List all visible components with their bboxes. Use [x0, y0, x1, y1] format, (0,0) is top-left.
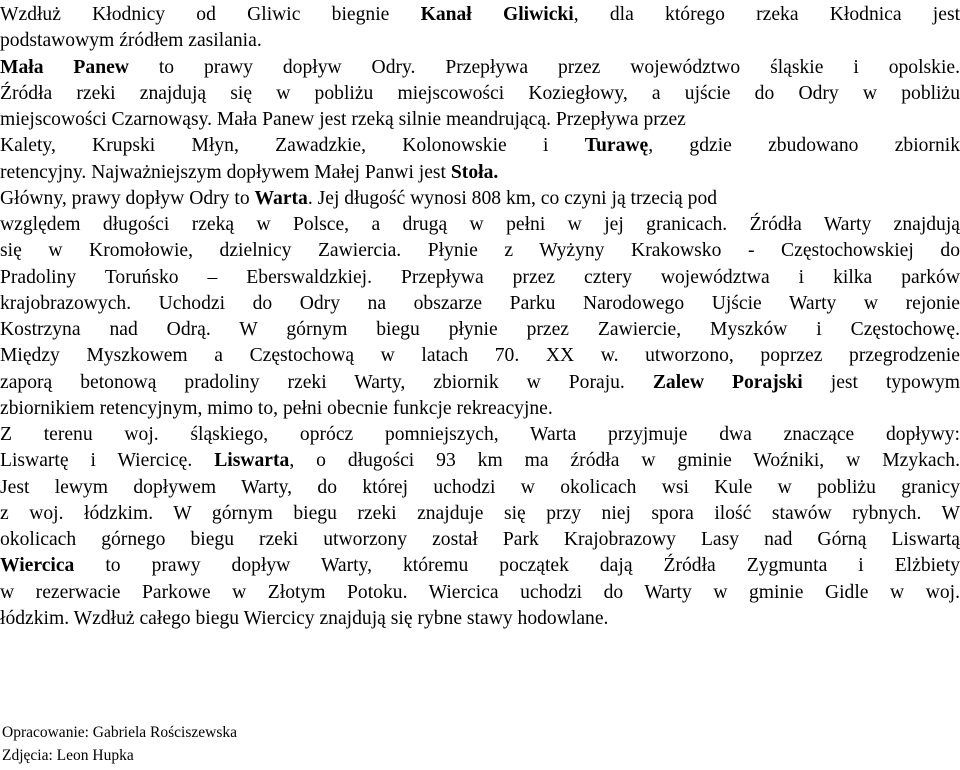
- text-segment: podstawowym źródłem zasilania.: [0, 30, 262, 52]
- text-segment: Między Myszkowem a Częstochową w latach 70. XX w. utworzono, poprzez przegrodzenie: [0, 345, 960, 367]
- text-segment: jest typowym: [802, 371, 960, 393]
- bold-term: Kanał Gliwicki: [420, 4, 574, 25]
- text-line: [0, 448, 960, 474]
- text-line: [0, 553, 960, 579]
- text-line: [0, 396, 960, 422]
- text-line: [0, 422, 960, 448]
- text-segment: łódzkim. Wzdłuż całego biegu Wiercicy znajdują się rybne stawy hodowlane.: [0, 607, 609, 629]
- text-segment: Wzdłuż Kłodnicy od Gliwic biegnie: [0, 4, 421, 25]
- text-line: [0, 475, 960, 501]
- text-segment: to prawy dopływ Odry. Przepływa przez województwo śląskie i opolskie.: [128, 56, 960, 78]
- text-line: [0, 501, 960, 527]
- text-segment: Główny, prawy dopływ Odry to: [0, 187, 255, 209]
- text-segment: . Jej długość wynosi 808 km, co czyni ją trzecią pod: [307, 187, 718, 209]
- text-line: [0, 55, 960, 81]
- text-line: [0, 186, 960, 212]
- text-segment: , o długości 93 km ma źródła w gminie Woźniki, w Mzykach.: [289, 450, 960, 472]
- text-segment: w rezerwacie Parkowe w Złotym Potoku. Wiercica uchodzi do Warty w gminie Gidle w woj.: [0, 581, 960, 603]
- text-segment: Kostrzyna nad Odrą. W górnym biegu płynie przez Zawiercie, Myszków i Częstochowę.: [0, 319, 960, 340]
- bold-term: Wiercica: [0, 555, 75, 577]
- text-segment: względem długości rzeką w Polsce, a drugą w pełni w jej granicach. Źródła Warty znajdują: [0, 214, 960, 235]
- text-line: [0, 133, 960, 159]
- bold-term: Turawę: [584, 135, 649, 157]
- text-line: [0, 580, 960, 606]
- text-segment: Jest lewym dopływem Warty, do której uchodzi w okolicach wsi Kule w pobliżu granicy: [0, 476, 960, 498]
- text-line: [0, 238, 960, 264]
- bold-term: Zalew Porajski: [652, 371, 803, 393]
- text-segment: Pradoliny Toruńsko – Eberswaldzkiej. Przepływa przez cztery województwa i kilka parków: [0, 266, 960, 288]
- text-segment: zbiornikiem retencyjnym, mimo to, pełni obecnie funkcje rekreacyjne.: [0, 397, 553, 419]
- text-line: [0, 81, 960, 107]
- photo-credit: Zdjęcia: Leon Hupka: [2, 747, 134, 764]
- text-line: [0, 212, 960, 238]
- text-segment: okolicach górnego biegu rzeki utworzony został Park Krajobrazowy Lasy nad Górną Liswartą: [0, 529, 960, 550]
- text-line: [0, 527, 960, 553]
- text-segment: Liswartę i Wiercicę.: [0, 450, 215, 472]
- bold-term: Mała Panew: [0, 56, 129, 78]
- text-segment: Kalety, Krupski Młyn, Zawadzkie, Kolonowskie i: [0, 135, 585, 157]
- text-line: [0, 265, 960, 291]
- text-segment: się w Kromołowie, dzielnicy Zawiercia. Płynie z Wyżyny Krakowsko - Częstochowskiej do: [0, 240, 960, 262]
- text-segment: , dla którego rzeka Kłodnica jest: [573, 4, 960, 25]
- text-segment: , gdzie zbudowano zbiornik: [648, 135, 960, 157]
- text-line: [0, 2, 960, 28]
- text-line: [0, 28, 960, 54]
- text-segment: to prawy dopływ Warty, któremu początek dają Źródła Zygmunta i Elżbiety: [74, 555, 960, 577]
- text-line: [0, 606, 960, 632]
- text-line: [0, 370, 960, 396]
- bold-term: Warta: [254, 187, 308, 209]
- text-line: [0, 107, 960, 133]
- text-segment: miejscowości Czarnowąsy. Mała Panew jest rzeką silnie meandrującą. Przepływa przez: [0, 109, 686, 130]
- bold-term: Stoła.: [450, 161, 499, 183]
- text-line: [0, 291, 960, 317]
- text-segment: retencyjny. Najważniejszym dopływem Małej Panwi jest: [0, 161, 451, 183]
- bold-term: Liswarta: [214, 450, 290, 472]
- author-credit: Opracowanie: Gabriela Rościszewska: [2, 724, 237, 741]
- text-line: [0, 160, 960, 186]
- text-line: [0, 317, 960, 343]
- text-segment: zaporą betonową pradoliny rzeki Warty, zbiornik w Poraju.: [0, 371, 653, 393]
- text-line: [0, 343, 960, 369]
- text-segment: Źródła rzeki znajdują się w pobliżu miejscowości Koziegłowy, a ujście do Odry w pobliżu: [0, 82, 960, 104]
- text-segment: Z terenu woj. śląskiego, oprócz pomniejszych, Warta przyjmuje dwa znaczące dopływy:: [0, 424, 960, 445]
- text-segment: krajobrazowych. Uchodzi do Odry na obszarze Parku Narodowego Ujście Warty w rejonie: [0, 292, 960, 314]
- text-segment: z woj. łódzkim. W górnym biegu rzeki znajduje się przy niej spora ilość stawów rybnych. W: [0, 502, 960, 524]
